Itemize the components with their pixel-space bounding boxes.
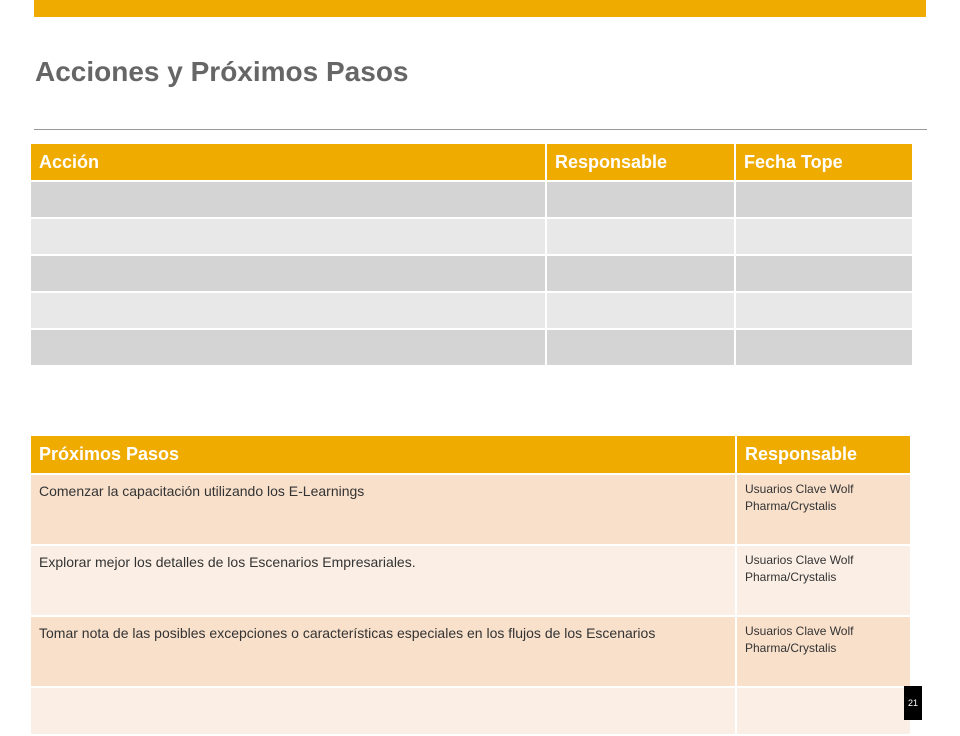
- page-number: 21: [904, 686, 922, 720]
- responsible-text: Usuarios Clave Wolf Pharma/Crystalis: [745, 624, 854, 655]
- step-text: Explorar mejor los detalles de los Escenarios Empresariales.: [39, 554, 416, 570]
- step-text: Tomar nota de las posibles excepciones o características especiales en los flujos de los Escenarios: [39, 625, 656, 641]
- responsible-cell[interactable]: [736, 545, 911, 616]
- table-cell[interactable]: [546, 255, 735, 292]
- table-row: [30, 255, 913, 292]
- table-row: [30, 218, 913, 255]
- header-fecha-tope: Fecha Tope: [735, 143, 913, 181]
- header-responsable: Responsable: [546, 143, 735, 181]
- header-accion: Acción: [30, 143, 546, 181]
- next-steps-header-row: [30, 435, 911, 474]
- step-cell[interactable]: [30, 687, 736, 735]
- table-cell[interactable]: [30, 292, 546, 329]
- table-cell[interactable]: [546, 292, 735, 329]
- responsible-cell[interactable]: [736, 616, 911, 687]
- table-cell[interactable]: [735, 329, 913, 366]
- table-row: [30, 292, 913, 329]
- table-cell[interactable]: [735, 292, 913, 329]
- table-row: [30, 545, 911, 616]
- page-title: Acciones y Próximos Pasos: [35, 56, 409, 87]
- table-row: [30, 329, 913, 366]
- table-row: [30, 616, 911, 687]
- responsible-cell[interactable]: [736, 687, 911, 735]
- table-cell[interactable]: [546, 181, 735, 218]
- title-divider: [34, 129, 927, 130]
- header-responsable: Responsable: [736, 435, 911, 474]
- top-accent-bar: [34, 0, 926, 17]
- table-row: [30, 687, 911, 735]
- table-cell[interactable]: [546, 218, 735, 255]
- table-cell[interactable]: [30, 329, 546, 366]
- step-cell[interactable]: [30, 616, 736, 687]
- table-row: [30, 474, 911, 545]
- table-cell[interactable]: [735, 181, 913, 218]
- step-cell[interactable]: [30, 474, 736, 545]
- responsible-text: Usuarios Clave Wolf Pharma/Crystalis: [745, 553, 854, 584]
- table-cell[interactable]: [735, 255, 913, 292]
- table-cell[interactable]: [30, 255, 546, 292]
- step-text: Comenzar la capacitación utilizando los E-Learnings: [39, 483, 365, 499]
- table-cell[interactable]: [546, 329, 735, 366]
- table-cell[interactable]: [30, 181, 546, 218]
- table-row: [30, 181, 913, 218]
- actions-header-row: [30, 143, 913, 181]
- step-cell[interactable]: [30, 545, 736, 616]
- next-steps-table: [29, 434, 912, 736]
- table-cell[interactable]: [30, 218, 546, 255]
- responsible-cell[interactable]: [736, 474, 911, 545]
- responsible-text: Usuarios Clave Wolf Pharma/Crystalis: [745, 482, 854, 513]
- header-proximos-pasos: Próximos Pasos: [30, 435, 736, 474]
- actions-table: [29, 142, 914, 367]
- table-cell[interactable]: [735, 218, 913, 255]
